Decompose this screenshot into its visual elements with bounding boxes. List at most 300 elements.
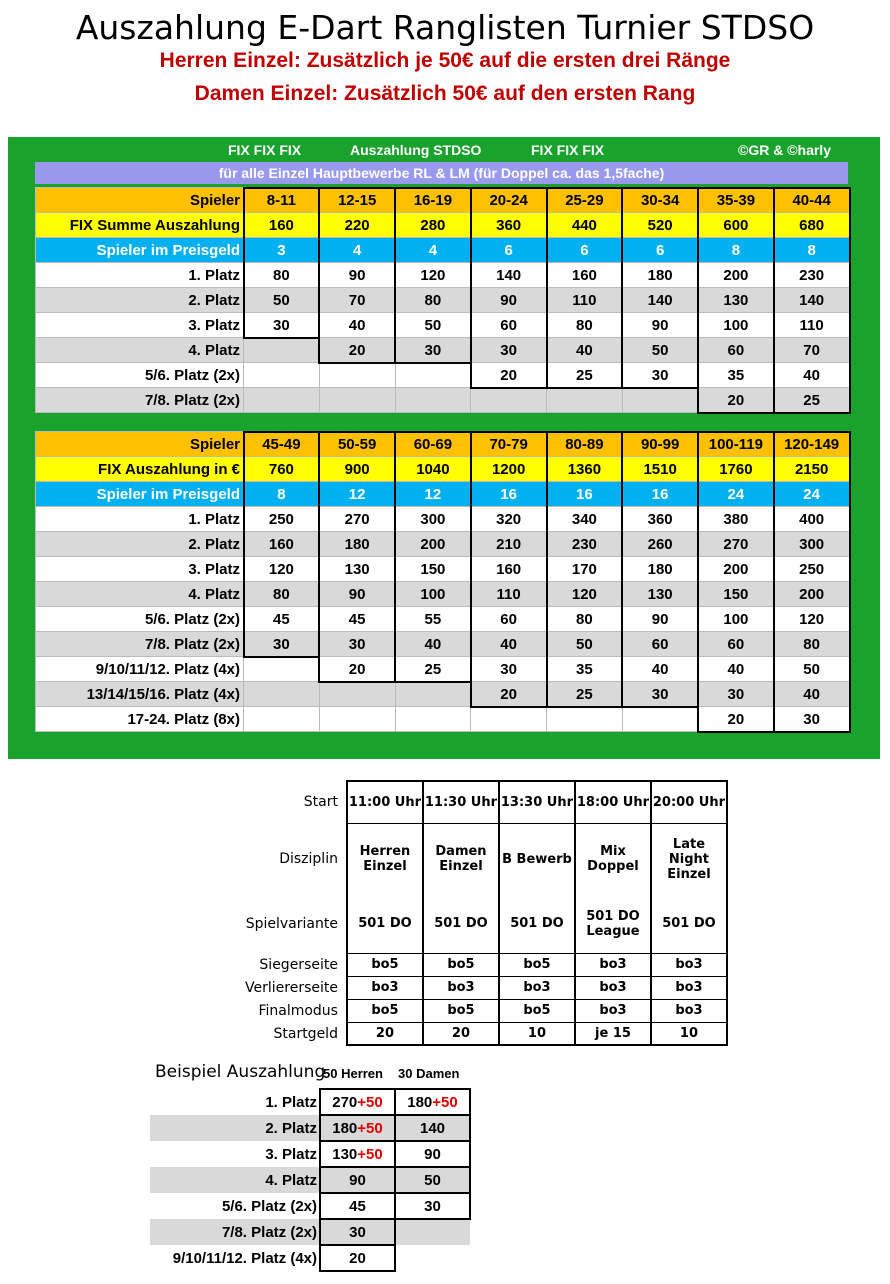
value-cell: 60 bbox=[698, 338, 774, 363]
value-cell: 40 bbox=[774, 682, 850, 707]
table-row bbox=[36, 238, 850, 263]
value-cell: 160 bbox=[471, 557, 547, 582]
value-cell: 520 bbox=[622, 213, 698, 238]
value-cell: 440 bbox=[547, 213, 623, 238]
example-value: 45 bbox=[349, 1197, 366, 1215]
finalmodus-cell: bo5 bbox=[423, 999, 499, 1022]
time-cell: 11:30 Uhr bbox=[423, 781, 499, 823]
value-cell: 40 bbox=[774, 363, 850, 388]
value-cell: 220 bbox=[319, 213, 395, 238]
disziplin-line: Herren bbox=[359, 844, 411, 860]
value-cell bbox=[395, 707, 471, 732]
disziplin-line: Damen bbox=[435, 844, 487, 860]
value-cell: 110 bbox=[471, 582, 547, 607]
example-damen-cell bbox=[395, 1193, 470, 1219]
row-label: 5/6. Platz (2x) bbox=[36, 607, 244, 632]
finalmodus-cell: bo5 bbox=[499, 999, 575, 1022]
copyright: ©GR & ©harly bbox=[738, 142, 831, 158]
value-cell: 80 bbox=[547, 607, 623, 632]
value-cell: 16 bbox=[622, 482, 698, 507]
value-cell: 30 bbox=[395, 338, 471, 363]
row-label: 7/8. Platz (2x) bbox=[36, 632, 244, 657]
example-value: 140 bbox=[419, 1119, 446, 1137]
value-cell: 90-99 bbox=[622, 432, 698, 457]
value-cell: 180 bbox=[622, 263, 698, 288]
time-cell: 18:00 Uhr bbox=[575, 781, 651, 823]
row-label: Spieler bbox=[36, 432, 244, 457]
value-cell: 180 bbox=[622, 557, 698, 582]
table-row bbox=[36, 707, 850, 732]
table-row bbox=[36, 338, 850, 363]
row-label: 2. Platz bbox=[36, 532, 244, 557]
value-cell: 90 bbox=[319, 263, 395, 288]
value-cell bbox=[395, 363, 471, 388]
example-herren-cell bbox=[320, 1141, 395, 1167]
value-cell: 600 bbox=[698, 213, 774, 238]
value-cell: 130 bbox=[698, 288, 774, 313]
value-cell: 12 bbox=[395, 482, 471, 507]
value-cell: 55 bbox=[395, 607, 471, 632]
table-row bbox=[36, 657, 850, 682]
value-cell: 8 bbox=[774, 238, 850, 263]
table-row bbox=[36, 532, 850, 557]
value-cell: 900 bbox=[319, 457, 395, 482]
startgeld-cell: 20 bbox=[347, 1022, 423, 1045]
fix-label-left: FIX FIX FIX bbox=[228, 142, 302, 158]
startgeld-cell: 20 bbox=[423, 1022, 499, 1045]
value-cell: 60 bbox=[471, 607, 547, 632]
startgeld-label: Startgeld bbox=[273, 1025, 338, 1042]
schedule-row-finalmodus bbox=[245, 999, 727, 1022]
value-cell: 25 bbox=[395, 657, 471, 682]
value-cell: 6 bbox=[622, 238, 698, 263]
value-cell: 200 bbox=[395, 532, 471, 557]
value-cell: 230 bbox=[774, 263, 850, 288]
example-label: Beispiel Auszahlung bbox=[155, 1062, 326, 1082]
page-title: Auszahlung E-Dart Ranglisten Turnier STDSO bbox=[75, 8, 815, 47]
disziplin-line: Late Night bbox=[668, 836, 710, 867]
value-cell: 40 bbox=[698, 657, 774, 682]
value-cell bbox=[547, 388, 623, 413]
value-cell bbox=[244, 707, 320, 732]
row-label: 7/8. Platz (2x) bbox=[36, 388, 244, 413]
value-cell: 24 bbox=[774, 482, 850, 507]
value-cell: 360 bbox=[622, 507, 698, 532]
value-cell: 20 bbox=[698, 707, 774, 732]
example-herren-cell bbox=[320, 1219, 395, 1245]
value-cell: 200 bbox=[698, 263, 774, 288]
value-cell: 40 bbox=[471, 632, 547, 657]
siegerseite-cell: bo5 bbox=[499, 953, 575, 976]
bonus-value: +50 bbox=[357, 1093, 383, 1111]
value-cell: 120-149 bbox=[774, 432, 850, 457]
variante-line: 501 DO bbox=[662, 916, 716, 932]
table-row bbox=[150, 1167, 470, 1193]
value-cell: 80 bbox=[244, 263, 320, 288]
disziplin-line: Einzel bbox=[363, 859, 407, 875]
value-cell: 120 bbox=[547, 582, 623, 607]
example-value: 30 bbox=[349, 1223, 366, 1241]
value-cell: 400 bbox=[774, 507, 850, 532]
value-cell: 140 bbox=[622, 288, 698, 313]
schedule-row-siegerseite bbox=[245, 953, 727, 976]
example-herren-cell bbox=[320, 1193, 395, 1219]
value-cell: 20-24 bbox=[471, 188, 547, 213]
table-row bbox=[36, 313, 850, 338]
finalmodus-cell: bo5 bbox=[347, 999, 423, 1022]
schedule-row-disziplin bbox=[245, 823, 727, 895]
value-cell: 1360 bbox=[547, 457, 623, 482]
row-label: FIX Auszahlung in € bbox=[36, 457, 244, 482]
value-cell: 45 bbox=[319, 607, 395, 632]
value-cell: 70 bbox=[319, 288, 395, 313]
example-herren-cell bbox=[320, 1245, 395, 1271]
value-cell bbox=[395, 682, 471, 707]
row-label: 7/8. Platz (2x) bbox=[150, 1219, 320, 1245]
value-cell: 60 bbox=[471, 313, 547, 338]
value-cell: 360 bbox=[471, 213, 547, 238]
time-cell: 11:00 Uhr bbox=[347, 781, 423, 823]
value-cell bbox=[319, 388, 395, 413]
row-label: 1. Platz bbox=[36, 507, 244, 532]
value-cell: 40 bbox=[547, 338, 623, 363]
example-damen-cell bbox=[395, 1115, 470, 1141]
table-row bbox=[36, 363, 850, 388]
value-cell: 45 bbox=[244, 607, 320, 632]
value-cell: 50 bbox=[547, 632, 623, 657]
example-col-herren: 50 Herren bbox=[323, 1066, 383, 1081]
table-row bbox=[36, 632, 850, 657]
value-cell: 1200 bbox=[471, 457, 547, 482]
table-row bbox=[150, 1141, 470, 1167]
value-cell: 50 bbox=[622, 338, 698, 363]
value-cell bbox=[319, 363, 395, 388]
value-cell: 60 bbox=[622, 632, 698, 657]
value-cell: 40-44 bbox=[774, 188, 850, 213]
row-label: 5/6. Platz (2x) bbox=[150, 1193, 320, 1219]
value-cell: 90 bbox=[471, 288, 547, 313]
value-cell: 12 bbox=[319, 482, 395, 507]
bonus-value: +50 bbox=[357, 1119, 383, 1137]
bonus-value: +50 bbox=[357, 1145, 383, 1163]
value-cell: 110 bbox=[774, 313, 850, 338]
value-cell: 40 bbox=[395, 632, 471, 657]
value-cell: 160 bbox=[244, 213, 320, 238]
example-value: 130 bbox=[332, 1145, 358, 1163]
value-cell bbox=[622, 388, 698, 413]
value-cell: 90 bbox=[622, 313, 698, 338]
table-row bbox=[36, 288, 850, 313]
value-cell: 3 bbox=[244, 238, 320, 263]
verliererseite-cell: bo3 bbox=[423, 976, 499, 999]
value-cell bbox=[319, 682, 395, 707]
example-damen-cell bbox=[395, 1167, 470, 1193]
value-cell: 80 bbox=[244, 582, 320, 607]
example-damen-cell bbox=[395, 1141, 470, 1167]
value-cell: 30 bbox=[698, 682, 774, 707]
subheader: für alle Einzel Hauptbewerbe RL & LM (für Doppel ca. das 1,5fache) bbox=[35, 162, 848, 184]
variante-line: 501 DO bbox=[358, 916, 412, 932]
value-cell: 8 bbox=[698, 238, 774, 263]
value-cell: 250 bbox=[774, 557, 850, 582]
value-cell: 300 bbox=[395, 507, 471, 532]
value-cell: 30 bbox=[244, 313, 320, 338]
value-cell: 16 bbox=[547, 482, 623, 507]
table-row bbox=[150, 1219, 470, 1245]
value-cell bbox=[319, 707, 395, 732]
value-cell bbox=[244, 363, 320, 388]
row-label: Spieler im Preisgeld bbox=[36, 482, 244, 507]
example-value: 50 bbox=[424, 1171, 441, 1189]
siegerseite-cell: bo5 bbox=[423, 953, 499, 976]
variante-label: Spielvariante bbox=[245, 916, 338, 932]
value-cell: 30 bbox=[244, 632, 320, 657]
value-cell: 25 bbox=[547, 363, 623, 388]
row-label: Spieler im Preisgeld bbox=[36, 238, 244, 263]
startgeld-cell: 10 bbox=[651, 1022, 727, 1045]
value-cell: 50 bbox=[244, 288, 320, 313]
value-cell: 200 bbox=[698, 557, 774, 582]
row-label: 4. Platz bbox=[150, 1167, 320, 1193]
example-value: 180 bbox=[407, 1093, 433, 1111]
table-row bbox=[36, 388, 850, 413]
row-label: 9/10/11/12. Platz (4x) bbox=[36, 657, 244, 682]
value-cell: 45-49 bbox=[244, 432, 320, 457]
verliererseite-cell: bo3 bbox=[499, 976, 575, 999]
value-cell: 180 bbox=[319, 532, 395, 557]
value-cell bbox=[471, 388, 547, 413]
table-row bbox=[36, 213, 850, 238]
value-cell: 160 bbox=[244, 532, 320, 557]
value-cell bbox=[244, 657, 320, 682]
value-cell: 230 bbox=[547, 532, 623, 557]
value-cell: 80 bbox=[774, 632, 850, 657]
value-cell bbox=[395, 388, 471, 413]
verliererseite-cell: bo3 bbox=[651, 976, 727, 999]
value-cell: 24 bbox=[698, 482, 774, 507]
row-label: 5/6. Platz (2x) bbox=[36, 363, 244, 388]
row-label: 3. Platz bbox=[36, 313, 244, 338]
table-row bbox=[36, 457, 850, 482]
value-cell: 50 bbox=[774, 657, 850, 682]
payout-table-2 bbox=[35, 431, 850, 732]
value-cell: 20 bbox=[319, 657, 395, 682]
row-label: 2. Platz bbox=[150, 1115, 320, 1141]
variante-line: 501 DO bbox=[434, 916, 488, 932]
value-cell bbox=[244, 338, 320, 363]
value-cell: 320 bbox=[471, 507, 547, 532]
value-cell: 16-19 bbox=[395, 188, 471, 213]
value-cell: 140 bbox=[471, 263, 547, 288]
value-cell: 140 bbox=[774, 288, 850, 313]
value-cell bbox=[244, 682, 320, 707]
variante-line: 501 DO bbox=[586, 908, 640, 924]
start-label: Start bbox=[303, 794, 338, 810]
value-cell: 16 bbox=[471, 482, 547, 507]
startgeld-cell: 10 bbox=[499, 1022, 575, 1045]
table-row bbox=[36, 188, 850, 213]
verliererseite-cell: bo3 bbox=[575, 976, 651, 999]
finalmodus-cell: bo3 bbox=[651, 999, 727, 1022]
value-cell: 25-29 bbox=[547, 188, 623, 213]
value-cell: 20 bbox=[471, 363, 547, 388]
value-cell: 35 bbox=[698, 363, 774, 388]
value-cell: 90 bbox=[622, 607, 698, 632]
siegerseite-label: Siegerseite bbox=[259, 956, 338, 973]
value-cell: 30 bbox=[622, 682, 698, 707]
value-cell: 25 bbox=[547, 682, 623, 707]
table-row bbox=[36, 682, 850, 707]
schedule-row-startgeld bbox=[245, 1022, 727, 1045]
value-cell: 270 bbox=[319, 507, 395, 532]
finalmodus-cell: bo3 bbox=[575, 999, 651, 1022]
example-value: 30 bbox=[424, 1197, 441, 1215]
row-label: 3. Platz bbox=[36, 557, 244, 582]
value-cell: 760 bbox=[244, 457, 320, 482]
value-cell: 150 bbox=[698, 582, 774, 607]
value-cell: 12-15 bbox=[319, 188, 395, 213]
value-cell: 260 bbox=[622, 532, 698, 557]
row-label: 9/10/11/12. Platz (4x) bbox=[150, 1245, 320, 1271]
value-cell: 1510 bbox=[622, 457, 698, 482]
value-cell: 210 bbox=[471, 532, 547, 557]
value-cell: 250 bbox=[244, 507, 320, 532]
value-cell: 30 bbox=[471, 657, 547, 682]
value-cell: 270 bbox=[698, 532, 774, 557]
example-herren-cell bbox=[320, 1089, 395, 1115]
value-cell: 130 bbox=[319, 557, 395, 582]
value-cell: 300 bbox=[774, 532, 850, 557]
value-cell bbox=[244, 388, 320, 413]
value-cell: 90 bbox=[319, 582, 395, 607]
value-cell: 120 bbox=[395, 263, 471, 288]
schedule-table bbox=[245, 780, 728, 1046]
value-cell: 200 bbox=[774, 582, 850, 607]
row-label: 3. Platz bbox=[150, 1141, 320, 1167]
time-cell: 20:00 Uhr bbox=[651, 781, 727, 823]
schedule-row-verliererseite bbox=[245, 976, 727, 999]
subtitle-herren: Herren Einzel: Zusätzlich je 50€ auf die ersten drei Ränge bbox=[159, 49, 731, 72]
variante-line: 501 DO bbox=[510, 916, 564, 932]
value-cell: 40 bbox=[622, 657, 698, 682]
value-cell bbox=[622, 707, 698, 732]
startgeld-cell: je 15 bbox=[575, 1022, 651, 1045]
value-cell: 130 bbox=[622, 582, 698, 607]
row-label: 17-24. Platz (8x) bbox=[36, 707, 244, 732]
value-cell: 120 bbox=[774, 607, 850, 632]
schedule-row-start bbox=[245, 781, 727, 823]
disziplin-line: B Bewerb bbox=[502, 851, 572, 867]
siegerseite-cell: bo3 bbox=[575, 953, 651, 976]
example-col-damen: 30 Damen bbox=[398, 1066, 460, 1081]
value-cell: 100 bbox=[395, 582, 471, 607]
value-cell: 60-69 bbox=[395, 432, 471, 457]
value-cell: 30-34 bbox=[622, 188, 698, 213]
table-row bbox=[36, 507, 850, 532]
table-row bbox=[36, 482, 850, 507]
value-cell: 4 bbox=[395, 238, 471, 263]
row-label: 4. Platz bbox=[36, 582, 244, 607]
variante-line: League bbox=[586, 923, 640, 939]
table-row bbox=[150, 1115, 470, 1141]
value-cell: 110 bbox=[547, 288, 623, 313]
table-row bbox=[36, 263, 850, 288]
example-value: 270 bbox=[332, 1093, 358, 1111]
value-cell: 30 bbox=[471, 338, 547, 363]
siegerseite-cell: bo3 bbox=[651, 953, 727, 976]
example-herren-cell bbox=[320, 1115, 395, 1141]
value-cell: 20 bbox=[319, 338, 395, 363]
header-center: Auszahlung STDSO bbox=[350, 142, 482, 158]
value-cell: 35-39 bbox=[698, 188, 774, 213]
value-cell bbox=[547, 707, 623, 732]
finalmodus-label: Finalmodus bbox=[258, 1002, 338, 1019]
subtitle-damen: Damen Einzel: Zusätzlich 50€ auf den ersten Rang bbox=[194, 82, 696, 105]
example-value: 90 bbox=[424, 1145, 441, 1163]
value-cell: 30 bbox=[774, 707, 850, 732]
schedule-row-variante bbox=[245, 895, 727, 953]
bonus-value: +50 bbox=[432, 1093, 458, 1111]
value-cell: 35 bbox=[547, 657, 623, 682]
value-cell: 8 bbox=[244, 482, 320, 507]
row-label: 2. Platz bbox=[36, 288, 244, 313]
payout-table-1 bbox=[35, 187, 850, 413]
value-cell: 80 bbox=[547, 313, 623, 338]
value-cell: 380 bbox=[698, 507, 774, 532]
value-cell: 340 bbox=[547, 507, 623, 532]
value-cell: 6 bbox=[547, 238, 623, 263]
fix-label-right: FIX FIX FIX bbox=[531, 142, 605, 158]
value-cell: 80-89 bbox=[547, 432, 623, 457]
row-label: Spieler bbox=[36, 188, 244, 213]
value-cell: 1760 bbox=[698, 457, 774, 482]
value-cell: 25 bbox=[774, 388, 850, 413]
value-cell: 100 bbox=[698, 607, 774, 632]
row-label: 13/14/15/16. Platz (4x) bbox=[36, 682, 244, 707]
value-cell: 70-79 bbox=[471, 432, 547, 457]
table-row bbox=[150, 1193, 470, 1219]
value-cell: 30 bbox=[319, 632, 395, 657]
value-cell: 280 bbox=[395, 213, 471, 238]
value-cell: 1040 bbox=[395, 457, 471, 482]
value-cell: 50-59 bbox=[319, 432, 395, 457]
row-label: 4. Platz bbox=[36, 338, 244, 363]
value-cell: 160 bbox=[547, 263, 623, 288]
example-damen-cell bbox=[395, 1089, 470, 1115]
row-label: 1. Platz bbox=[150, 1089, 320, 1115]
value-cell: 680 bbox=[774, 213, 850, 238]
example-value: 180 bbox=[332, 1119, 358, 1137]
value-cell: 50 bbox=[395, 313, 471, 338]
disziplin-line: Doppel bbox=[587, 859, 639, 875]
value-cell: 40 bbox=[319, 313, 395, 338]
table-row bbox=[36, 432, 850, 457]
disziplin-line: Einzel bbox=[439, 859, 483, 875]
value-cell: 20 bbox=[698, 388, 774, 413]
value-cell: 70 bbox=[774, 338, 850, 363]
value-cell: 4 bbox=[319, 238, 395, 263]
value-cell: 8-11 bbox=[244, 188, 320, 213]
value-cell: 20 bbox=[471, 682, 547, 707]
table-row bbox=[36, 582, 850, 607]
example-herren-cell bbox=[320, 1167, 395, 1193]
table-row bbox=[36, 607, 850, 632]
row-label: FIX Summe Auszahlung bbox=[36, 213, 244, 238]
value-cell: 6 bbox=[471, 238, 547, 263]
value-cell: 2150 bbox=[774, 457, 850, 482]
value-cell: 30 bbox=[622, 363, 698, 388]
time-cell: 13:30 Uhr bbox=[499, 781, 575, 823]
